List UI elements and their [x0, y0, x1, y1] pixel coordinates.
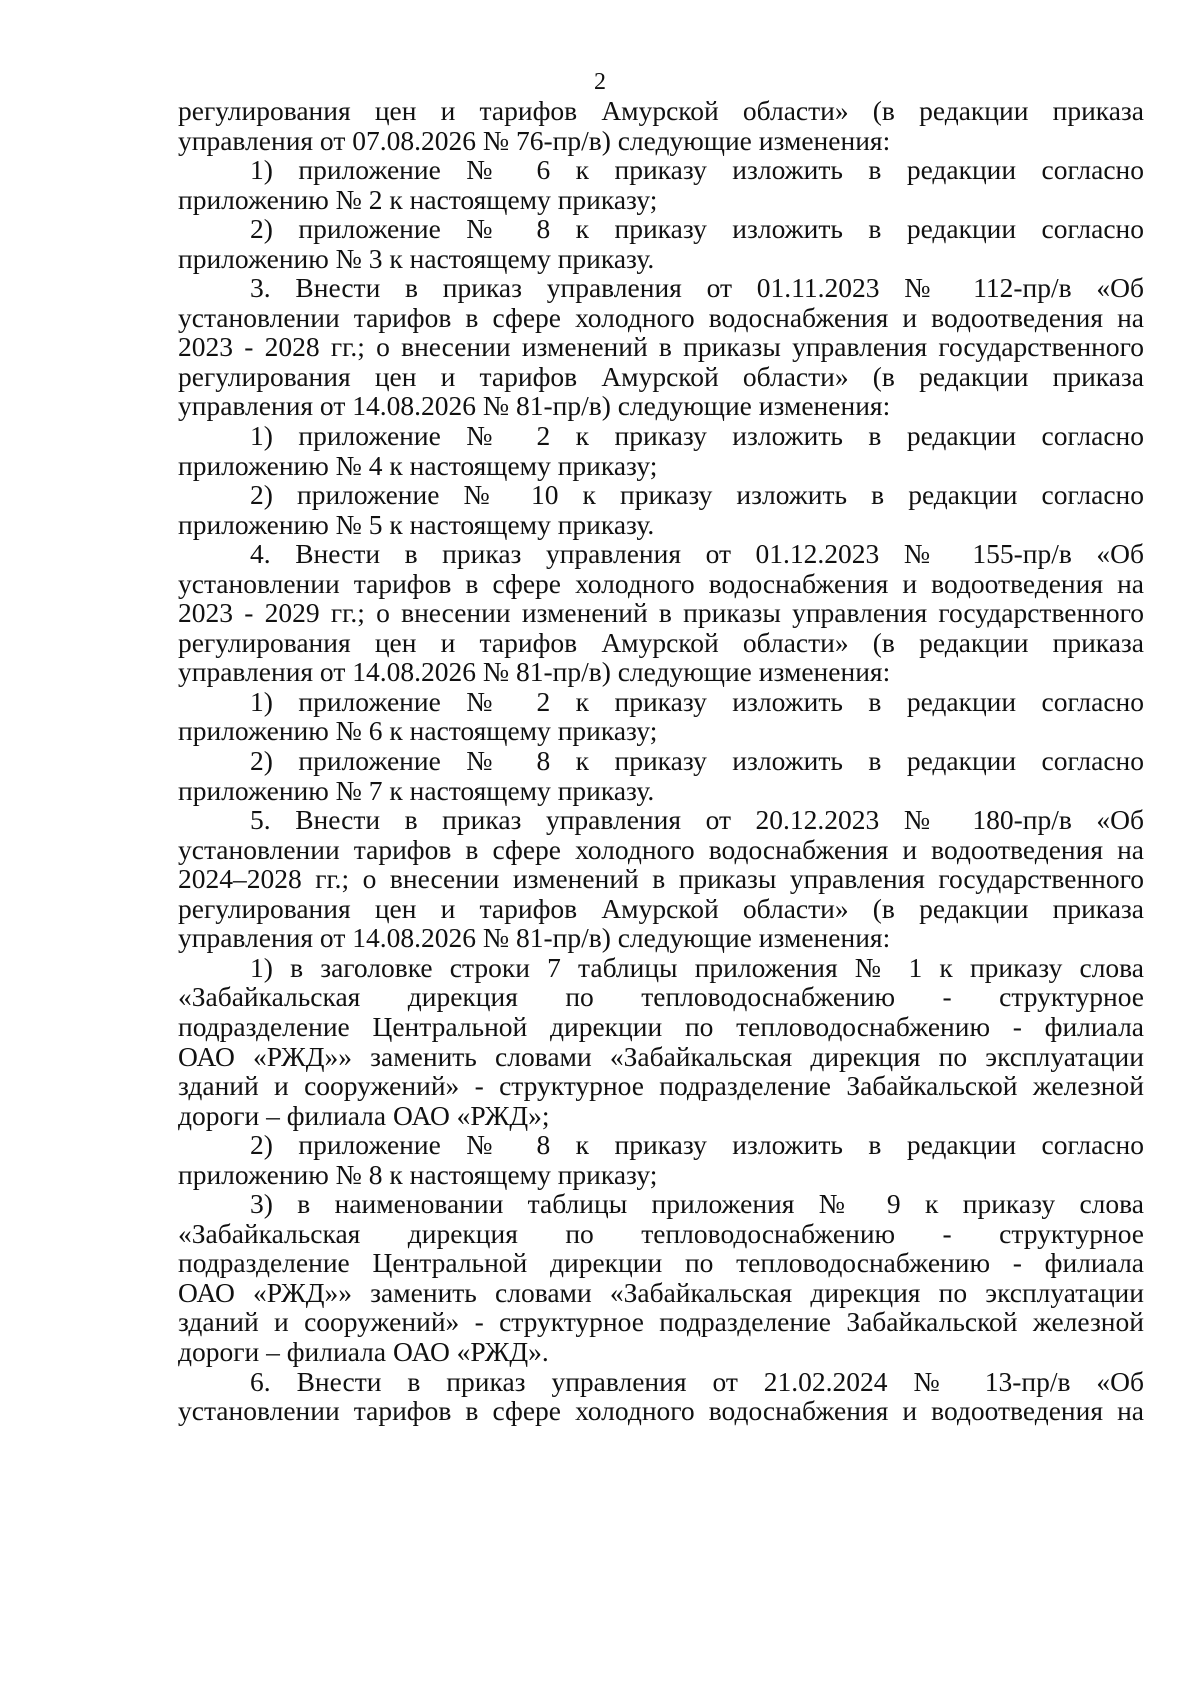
text-line: ОАО «РЖД»» заменить словами «Забайкальская дирекция по эксплуатации [178, 1276, 1144, 1308]
text-line: зданий и сооружений» - структурное подразделение Забайкальской железной [178, 1070, 1144, 1102]
text-line: 2024–2028 гг.; о внесении изменений в приказы управления государственного [178, 863, 1144, 895]
text-line: установлении тарифов в сфере холодного водоснабжения и водоотведения на [178, 567, 1144, 599]
text-line: 6. Внести в приказ управления от 21.02.2024 № 13-пр/в «Об [250, 1365, 1144, 1397]
text-line: 2) приложение № 10 к приказу изложить в редакции согласно [250, 479, 1144, 511]
text-line: 2023 - 2028 гг.; о внесении изменений в приказы управления государственного [178, 331, 1144, 363]
text-line: приложению № 5 к настоящему приказу. [178, 508, 655, 540]
text-line: приложению № 2 к настоящему приказу; [178, 183, 658, 215]
page-number: 2 [594, 69, 606, 95]
text-line: регулирования цен и тарифов Амурской области» (в редакции приказа [178, 626, 1144, 658]
text-line: приложению № 8 к настоящему приказу; [178, 1158, 658, 1190]
text-line: регулирования цен и тарифов Амурской области» (в редакции приказа [178, 95, 1144, 126]
text-line: управления от 07.08.2026 № 76-пр/в) следующие изменения: [178, 124, 891, 156]
document-body [178, 96, 1144, 1426]
text-line: приложению № 6 к настоящему приказу; [178, 715, 658, 747]
text-line: 5. Внести в приказ управления от 20.12.2023 № 180-пр/в «Об [250, 804, 1144, 836]
text-line: 2023 - 2029 гг.; о внесении изменений в приказы управления государственного [178, 597, 1144, 629]
text-line: установлении тарифов в сфере холодного водоснабжения и водоотведения на [178, 833, 1144, 865]
text-line: регулирования цен и тарифов Амурской области» (в редакции приказа [178, 892, 1144, 924]
text-line: приложению № 3 к настоящему приказу. [178, 242, 655, 274]
text-line: ОАО «РЖД»» заменить словами «Забайкальская дирекция по эксплуатации [178, 1040, 1144, 1072]
text-line: «Забайкальская дирекция по тепловодоснабжению - структурное [178, 1217, 1144, 1249]
text-line: 4. Внести в приказ управления от 01.12.2023 № 155-пр/в «Об [250, 538, 1144, 570]
text-line: управления от 14.08.2026 № 81-пр/в) следующие изменения: [178, 922, 891, 954]
text-line: дороги – филиала ОАО «РЖД»; [178, 1099, 550, 1131]
text-line: 2) приложение № 8 к приказу изложить в редакции согласно [250, 1129, 1144, 1161]
text-line: приложению № 7 к настоящему приказу. [178, 774, 655, 806]
text-line: 1) в заголовке строки 7 таблицы приложения № 1 к приказу слова [250, 951, 1144, 983]
text-line: 2) приложение № 8 к приказу изложить в редакции согласно [250, 213, 1144, 245]
text-line: управления от 14.08.2026 № 81-пр/в) следующие изменения: [178, 656, 891, 688]
text-line: установлении тарифов в сфере холодного водоснабжения и водоотведения на [178, 301, 1144, 333]
text-line: приложению № 4 к настоящему приказу; [178, 449, 658, 481]
text-line: управления от 14.08.2026 № 81-пр/в) следующие изменения: [178, 390, 891, 422]
text-line: 1) приложение № 6 к приказу изложить в редакции согласно [250, 154, 1144, 186]
text-line: 3. Внести в приказ управления от 01.11.2023 № 112-пр/в «Об [250, 272, 1144, 304]
text-line: 2) приложение № 8 к приказу изложить в редакции согласно [250, 745, 1144, 777]
text-line: установлении тарифов в сфере холодного водоснабжения и водоотведения на [178, 1395, 1144, 1427]
text-line: 1) приложение № 2 к приказу изложить в редакции согласно [250, 420, 1144, 452]
text-line: зданий и сооружений» - структурное подразделение Забайкальской железной [178, 1306, 1144, 1338]
text-line: дороги – филиала ОАО «РЖД». [178, 1335, 549, 1367]
text-line: «Забайкальская дирекция по тепловодоснабжению - структурное [178, 981, 1144, 1013]
text-line: регулирования цен и тарифов Амурской области» (в редакции приказа [178, 360, 1144, 392]
text-line: подразделение Центральной дирекции по тепловодоснабжению - филиала [178, 1247, 1144, 1279]
text-line: 1) приложение № 2 к приказу изложить в редакции согласно [250, 685, 1144, 717]
text-line: подразделение Центральной дирекции по тепловодоснабжению - филиала [178, 1010, 1144, 1042]
text-line: 3) в наименовании таблицы приложения № 9 к приказу слова [250, 1188, 1144, 1220]
